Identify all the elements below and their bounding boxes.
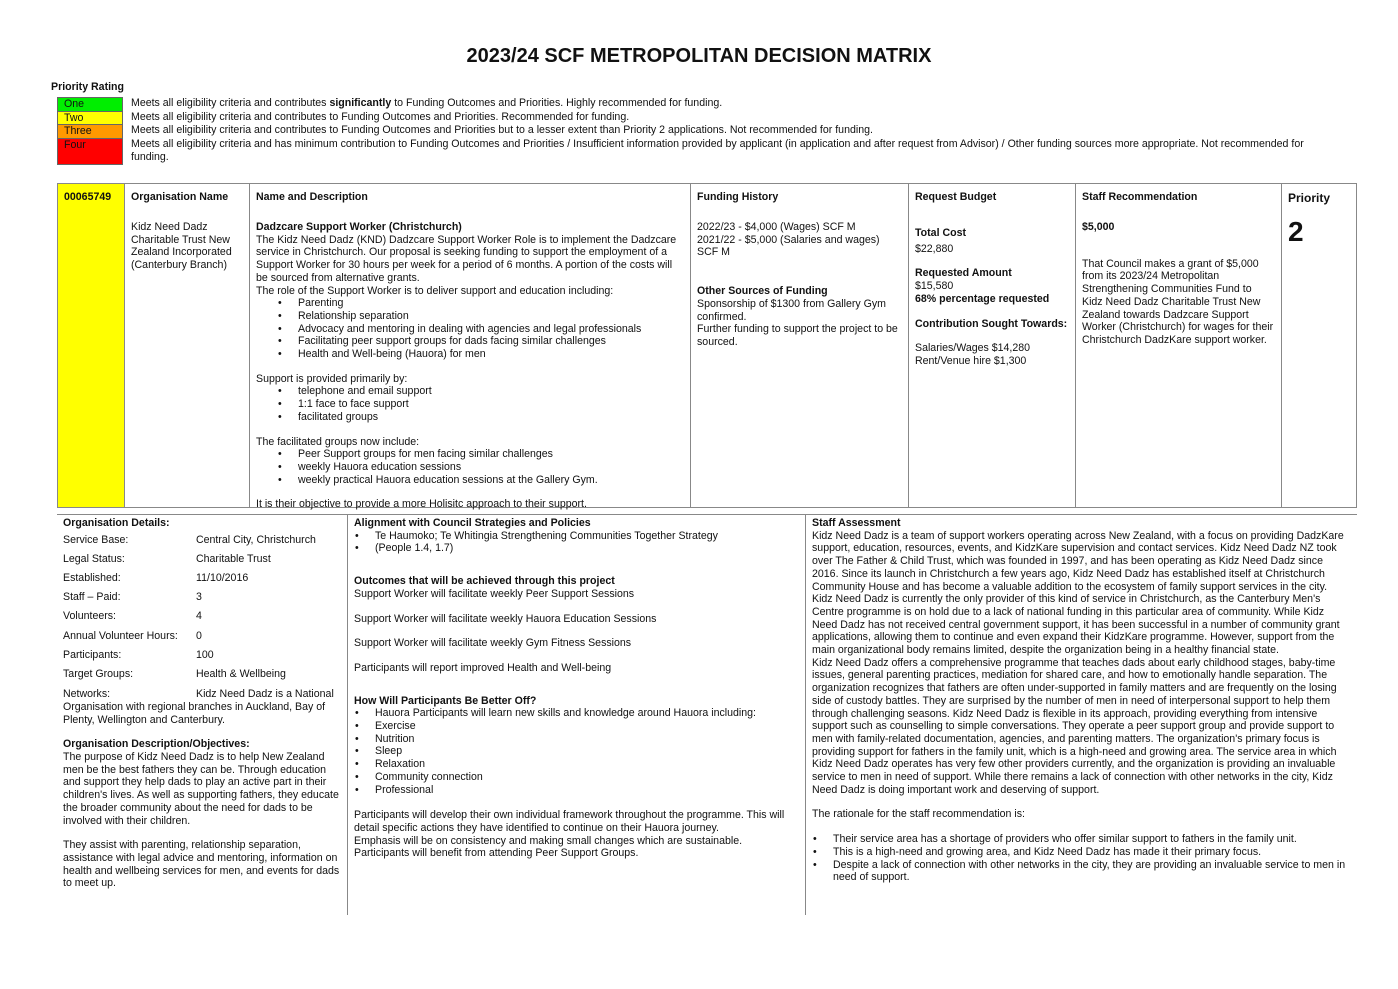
name-description-column xyxy=(250,184,691,511)
priority-rating-legend xyxy=(57,97,1317,165)
role-intro: The role of the Support Worker is to deliver support and education including: xyxy=(256,284,614,297)
outcome-item: Participants will report improved Health and Well-being xyxy=(354,661,612,674)
list-item: • Peer Support groups for men facing similar challenges xyxy=(278,448,684,461)
list-item: • Health and Well-being (Hauora) for men xyxy=(278,348,684,361)
priority-row-two xyxy=(57,111,1317,125)
page-title: 2023/24 SCF METROPOLITAN DECISION MATRIX xyxy=(466,45,932,67)
funding-history-column xyxy=(691,184,909,507)
list-item: • This is a high-need and growing area, and Kidz Need Dadz has made it their primary focus. xyxy=(812,846,1351,859)
staff-assessment-heading: Staff Assessment xyxy=(812,517,901,529)
list-item: • weekly Hauora education sessions xyxy=(278,461,684,474)
org-description-1: The purpose of Kidz Need Dadz is to help New Zealand men be the best fathers they can be. Through education and support they help dads to play an active part in their children's lives. As well as supporting fathers, they educate the broader community about the need for dads to be involved with their children. xyxy=(63,751,339,827)
priority-text-four: Meets all eligibility criteria and has minimum contribution to Funding Outcomes and Priorities / Insufficient information provided by applicant (in application and after request from Advisor) / Other funding sources more appropriate. Not recommended for funding. xyxy=(131,138,1304,163)
contribution-label: Contribution Sought Towards: xyxy=(915,317,1068,330)
recommendation-text: That Council makes a grant of $5,000 from its 2023/24 Metropolitan Strengthening Communities Fund to Kidz Need Dadz Charitable Trust New Zealand towards Dadzcare Support Worker (Christchurch) for wages for their Christchurch DadzKare support worker. xyxy=(1082,257,1274,346)
org-description-2: They assist with parenting, relationship separation, assistance with legal advice and mentoring, information on health and wellbeing services for men, and events for dads to meet up. xyxy=(63,839,340,890)
alignment-list xyxy=(354,530,799,555)
funding-history-header: Funding History xyxy=(697,191,779,203)
detail-row: Volunteers: 4 xyxy=(63,610,202,623)
alignment-heading: Alignment with Council Strategies and Policies xyxy=(354,517,591,529)
percentage-requested: 68% percentage requested xyxy=(915,292,1050,305)
requested-amount-value: $15,580 xyxy=(915,280,954,293)
list-item: • Professional xyxy=(354,784,799,797)
org-description-heading: Organisation Description/Objectives: xyxy=(63,738,250,751)
recommendation-amount: $5,000 xyxy=(1082,221,1115,233)
list-item: • Facilitating peer support groups for dads facing similar challenges xyxy=(278,335,684,348)
other-source-item: Sponsorship of $1300 from Gallery Gym confirmed. xyxy=(697,297,887,323)
org-details-heading: Organisation Details: xyxy=(63,517,170,529)
total-cost-value: $22,880 xyxy=(915,242,954,255)
other-sources-heading: Other Sources of Funding xyxy=(697,285,828,298)
priority-row-three xyxy=(57,124,1317,138)
detail-row: Service Base: Central City, Christchurch xyxy=(63,533,316,546)
list-item: • Sleep xyxy=(354,745,799,758)
alignment-section xyxy=(348,515,806,915)
funding-history-item: 2021/22 - $5,000 (Salaries and wages) SCF M xyxy=(697,233,880,259)
list-item: • Parenting xyxy=(278,297,684,310)
staff-recommendation-column xyxy=(1076,184,1282,507)
groups-intro: The facilitated groups now include: xyxy=(256,435,420,448)
list-item: • telephone and email support xyxy=(278,385,684,398)
objective: It is their objective to provide a more Holisitc approach to their support. xyxy=(256,498,587,511)
better-off-heading: How Will Participants Be Better Off? xyxy=(354,694,537,707)
list-item: • weekly practical Hauora education sessions at the Gallery Gym. xyxy=(278,474,684,487)
list-item: • Te Haumoko; Te Whitingia Strengthening Communities Together Strategy xyxy=(354,530,799,543)
name-description-header: Name and Description xyxy=(256,191,368,203)
list-item: • Relaxation xyxy=(354,758,799,771)
priority-text-three: Meets all eligibility criteria and contributes to Funding Outcomes and Priorities but to a lesser extent than Priority 2 applications. Not recommended for funding. xyxy=(131,124,873,137)
priority-value: 2 xyxy=(1288,216,1304,248)
outcomes-heading: Outcomes that will be achieved through this project xyxy=(354,575,615,588)
list-item: • facilitated groups xyxy=(278,411,684,424)
priority-swatch-three: Three xyxy=(57,124,123,138)
funding-history-item: 2022/23 - $4,000 (Wages) SCF M xyxy=(697,221,856,233)
details-section xyxy=(57,514,1357,915)
org-name-column xyxy=(125,184,250,507)
org-name-header: Organisation Name xyxy=(131,191,229,203)
staff-assessment-section xyxy=(806,515,1357,915)
priority-swatch-two: Two xyxy=(57,111,123,125)
contribution-item: Salaries/Wages $14,280 xyxy=(915,342,1031,355)
other-source-item: Further funding to support the project to be sourced. xyxy=(697,323,898,348)
outcome-item: Support Worker will facilitate weekly Gym Fitness Sessions xyxy=(354,637,632,650)
support-intro: Support is provided primarily by: xyxy=(256,372,408,385)
rationale-intro: The rationale for the staff recommendation is: xyxy=(812,808,1025,821)
list-item: • Hauora Participants will learn new skills and knowledge around Hauora including: xyxy=(354,707,799,720)
requested-amount-label: Requested Amount xyxy=(915,267,1012,280)
priority-swatch-four: Four xyxy=(57,138,123,165)
organisation-details xyxy=(57,515,348,915)
total-cost-label: Total Cost xyxy=(915,227,967,239)
role-list xyxy=(256,297,684,361)
rationale-list xyxy=(812,833,1351,884)
better-off-list xyxy=(354,707,799,796)
priority-swatch-one: One xyxy=(57,97,123,111)
support-list xyxy=(256,385,684,423)
list-item: • Nutrition xyxy=(354,733,799,746)
project-description: The Kidz Need Dadz (KND) Dadzcare Support Worker Role is to implement the Dadzcare service in Christchurch. Our proposal is seeking funding to support the employment of a Support Worker for 30 hours per week for a period of 6 months. A portion of the costs will be sourced from alternative grants. xyxy=(256,233,677,284)
detail-row: Legal Status: Charitable Trust xyxy=(63,552,271,565)
detail-row: Participants: 100 xyxy=(63,648,214,661)
list-item: • 1:1 face to face support xyxy=(278,398,684,411)
contribution-item: Rent/Venue hire $1,300 xyxy=(915,354,1027,367)
priority-row-four xyxy=(57,138,1317,165)
request-budget-header: Request Budget xyxy=(915,191,997,203)
participants-closing: Participants will develop their own individual framework throughout the programme. This will detail specific actions they have identified to continue on their Hauora journey. Emphasis will be on consistency and making small changes which are sustainable. Participants will benefit from attending Peer Support Groups. xyxy=(354,809,785,860)
org-name: Kidz Need Dadz Charitable Trust New Zealand Incorporated (Canterbury Branch) xyxy=(131,221,232,272)
staff-assessment-body: Kidz Need Dadz is a team of support workers operating across New Zealand, with a focus on providing DadzKare support, education, resources, events, and KidzKare supervision and contact services. Kidz Need Dadz NZ took over The Father & Child Trust, which was founded in 1997, and has been operating as Kidz Need Dadz since 2016. Since its launch in Christchurch a few years ago, Kidz Need Dadz has established itself at Christchurch Community House and has become a valuable addition to the ecosystem of family support services in the city. Kidz Need Dadz is currently the only provider of this kind of service in Christchurch, as the Canterbury Men's Centre programme is on hold due to a lack of national funding in this particular area of community. While Kidz Need Dadz has not received central government support, it has been successful in a number of community grant applications, allowing them to continue and even expand their KidzKare programme. However, support from the main organizational body remains limited, despite the organization being in a healthy financial state. Kidz Need Dadz offers a comprehensive programme that teaches dads about early childhood stages, baby-time issues, general parenting practices, mediation for shared care, and how to emotionally handle separation. The organization recognizes that fathers are often under-supported in family matters and are frequently on the losing side of custody battles. They are surprised by the number of men in need of interpersonal support to help them through challenging seasons. Kidz Need Dadz is flexible in its approach, providing everything from intensive support such as counselling to simple conversations. They operate a peer support group and provide support to men with family-related documentation, agencies, and parenting matters. The organization's primary focus is providing support for fathers in the family unit, which is a high-need and growing area. The service area in which Kidz Need Dadz operates has very few other providers currently, and the organization is providing an invaluable service to men in need of support. While there remains a lack of connection with other networks in the city, Kidz Need Dadz is doing important work and deserving of support. xyxy=(812,529,1344,796)
list-item: • Despite a lack of connection with other networks in the city, they are providing an invaluable service to men in need of support. xyxy=(812,859,1351,884)
detail-row: Established: 11/10/2016 xyxy=(63,572,249,585)
project-title: Dadzcare Support Worker (Christchurch) xyxy=(256,221,462,233)
request-budget-column xyxy=(909,184,1076,507)
detail-row: Target Groups: Health & Wellbeing xyxy=(63,668,286,681)
list-item: • Relationship separation xyxy=(278,310,684,323)
application-table xyxy=(57,183,1357,511)
detail-row: Annual Volunteer Hours: 0 xyxy=(63,629,202,642)
priority-rating-heading: Priority Rating xyxy=(51,81,124,93)
priority-text-one: Meets all eligibility criteria and contributes significantly to Funding Outcomes and Priorities. Highly recommended for funding. xyxy=(131,97,723,109)
list-item: • Their service area has a shortage of providers who offer similar support to fathers in the family unit. xyxy=(812,833,1351,846)
outcome-item: Support Worker will facilitate weekly Hauora Education Sessions xyxy=(354,612,657,625)
outcome-item: Support Worker will facilitate weekly Peer Support Sessions xyxy=(354,587,635,600)
priority-column xyxy=(1282,184,1356,507)
priority-header: Priority xyxy=(1288,191,1331,205)
networks-row: Networks: Kidz Need Dadz is a National Organisation with regional branches in Auckland, Bay of Plenty, Wellington and Canterbury. xyxy=(63,688,334,726)
list-item: • Community connection xyxy=(354,771,799,784)
list-item: • Advocacy and mentoring in dealing with agencies and legal professionals xyxy=(278,323,684,336)
staff-recommendation-header: Staff Recommendation xyxy=(1082,191,1198,203)
list-item: • (People 1.4, 1.7) xyxy=(354,542,799,555)
groups-list xyxy=(256,448,684,486)
priority-row-one xyxy=(57,97,1317,111)
list-item: • Exercise xyxy=(354,720,799,733)
application-id: 00065749 xyxy=(58,184,125,507)
detail-row: Staff – Paid: 3 xyxy=(63,591,202,604)
priority-text-two: Meets all eligibility criteria and contributes to Funding Outcomes and Priorities. Recommended for funding. xyxy=(131,110,630,123)
